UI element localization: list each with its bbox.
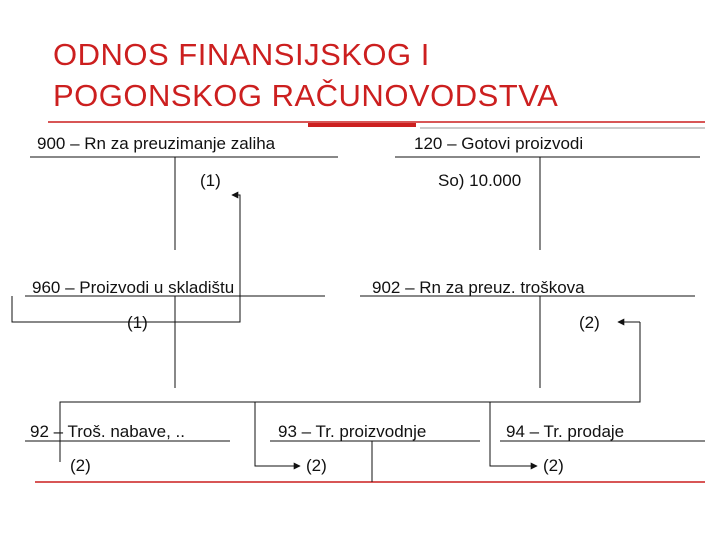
account-902-name: 902 – Rn za preuz. troškova [372,278,585,297]
account-92-entry: (2) [70,456,91,475]
title-line-1: ODNOS FINANSIJSKOG I [53,37,430,72]
account-120-name: 120 – Gotovi proizvodi [414,134,584,153]
account-93-name: 93 – Tr. proizvodnje [278,422,427,441]
title-divider-mark [308,123,416,127]
account-900-entry: (1) [200,171,221,190]
account-960-name: 960 – Proizvodi u skladištu [32,278,235,297]
t-account-960 [25,296,325,388]
connector-960-to-900 [12,195,240,322]
account-902-entry: (2) [579,313,600,332]
title-line-2: POGONSKOG RAČUNOVODSTVA [53,78,559,113]
t-account-902 [360,296,695,388]
t-account-900 [30,157,338,250]
account-94-name: 94 – Tr. prodaje [506,422,625,441]
account-960-entry: (1) [127,313,148,332]
account-120-entry: So) 10.000 [438,171,522,190]
account-92-name: 92 – Troš. nabave, .. [30,422,185,441]
account-900-name: 900 – Rn za preuzimanje zaliha [37,134,276,153]
account-94-entry: (2) [543,456,564,475]
account-93-entry: (2) [306,456,327,475]
t-account-93 [270,441,480,482]
